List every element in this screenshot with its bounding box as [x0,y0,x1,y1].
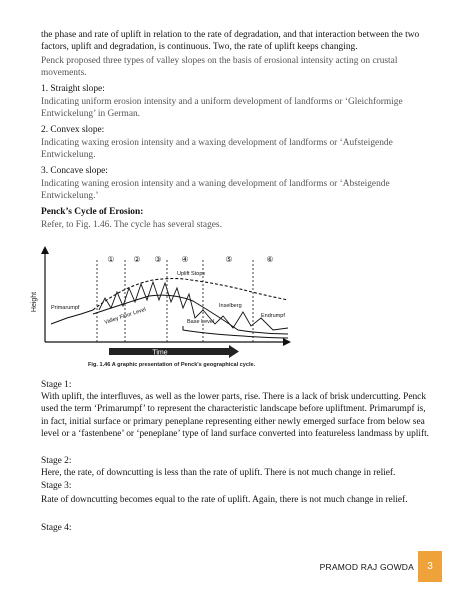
heading-concave-slope: 3. Concave slope: [41,166,108,176]
paragraph-straight-slope: Indicating uniform erosion intensity and a uniform development of landforms or ‘Gleichformige Entwickelung’ in German. [41,97,403,120]
penck-cycle-figure [33,244,293,368]
figure-labels [51,271,285,326]
heading-stage-4: Stage 4: [41,523,72,533]
paragraph-penck-slopes: Penck proposed three types of valley slopes on the basis of erosional intensity acting on crustal movements. [41,56,398,79]
stage-number-1: ① [107,255,115,264]
heading-convex-slope: 2. Convex slope: [41,125,105,135]
label-primarumpf: Primarumpf [51,305,80,311]
primarumpf-surface [51,310,93,324]
figure-axes [41,246,291,346]
label-inselberg: Inselberg [219,303,242,309]
paragraph-stage-3: Rate of downcutting becomes equal to the rate of uplift. Again, there is not much change in relief. [41,495,408,505]
time-axis-label: Time [152,349,168,357]
stage-number-6: ⑥ [266,255,274,264]
height-axis-label: Height [31,291,38,313]
label-valley-floor-level: Valley Floor Level [103,306,147,326]
heading-straight-slope: 1. Straight slope: [41,84,105,94]
paragraph-refer-figure: Refer, to Fig. 1.46. The cycle has several stages. [41,220,222,230]
paragraph-convex-slope: Indicating waxing erosion intensity and a waxing development of landforms or ‘Aufsteigende Entwickelung. [41,138,393,161]
paragraph-stage-1: With uplift, the interfluves, as well as the lower parts, rise. There is a lack of brisk undercutting. Penck used the term ‘Primarumpf’ to represent the characteristic landscape before upliftment. Primarumpf is, in fact, initial surface or primary peneplane representing either newly emerged surface from below sea level or a ‘fastenbene’ or ‘peneplane’ type of land surface converted into featureless landmass by uplift. [41,392,430,440]
heading-stage-3: Stage 3: [41,481,72,491]
label-endrumpf: Endrumpf [261,313,285,319]
heading-stage-1: Stage 1: [41,380,72,390]
stage-number-3: ③ [154,255,162,264]
stage-number-2: ② [133,255,141,264]
label-uplift-stops: Uplift Stops [177,271,206,277]
heading-stage-2: Stage 2: [41,456,72,466]
stage-number-labels [107,255,273,264]
heading-cycle-of-erosion: Penck’s Cycle of Erosion: [41,207,144,217]
stage-number-4: ④ [181,255,189,264]
stage-number-5: ⑤ [225,255,233,264]
footer-author: PRAMOD RAJ GOWDA [319,562,414,572]
paragraph-intro: the phase and rate of uplift in relation to the rate of degradation, and that interaction between the two factors, uplift and degradation, is continuous. Two, the rate of uplift keeps changing. [41,30,420,53]
paragraph-concave-slope: Indicating waning erosion intensity and a waning development of landforms or ‘Absteigende Entwickelung.’ [41,179,390,202]
time-arrow [109,345,239,358]
page-number-badge: 3 [418,551,442,582]
figure-caption: Fig. 1.46 A graphic presentation of Penck's geographical cycle. [88,362,256,368]
paragraph-stage-2: Here, the rate, of downcutting is less than the rate of uplift. There is not much change in relief. [41,468,396,478]
label-base-level: Base Level [187,319,215,325]
